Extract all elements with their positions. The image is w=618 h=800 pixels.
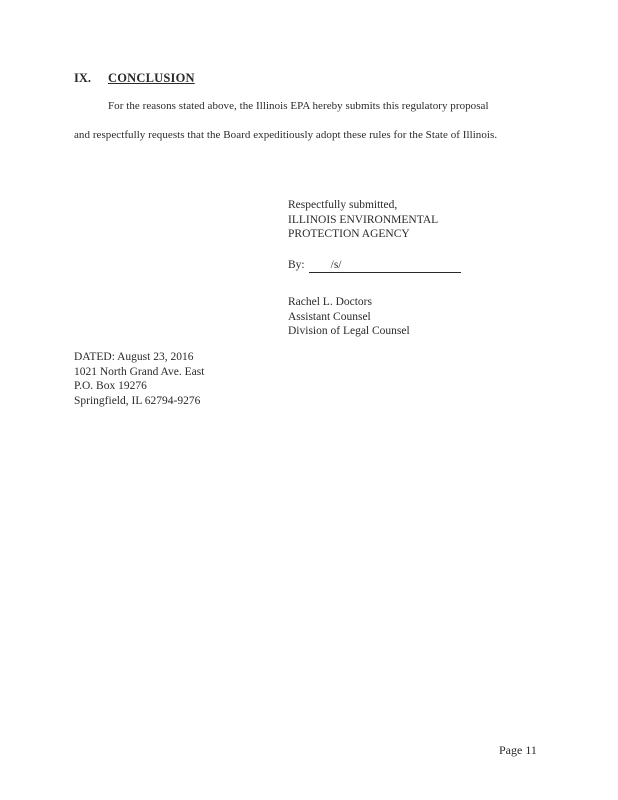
- city-state-zip: Springfield, IL 62794-9276: [74, 394, 201, 407]
- street-address: 1021 North Grand Ave. East: [74, 365, 205, 378]
- signer-name: Rachel L. Doctors: [288, 296, 372, 308]
- closing-block: [288, 198, 438, 242]
- body-paragraph-line-1: For the reasons stated above, the Illinois EPA hereby submits this regulatory proposal: [108, 100, 489, 112]
- page-number: Page 11: [499, 743, 537, 757]
- signature-field: [309, 259, 461, 273]
- signer-block: [288, 295, 410, 339]
- signer-division: Division of Legal Counsel: [288, 325, 410, 337]
- signer-title: Assistant Counsel: [288, 310, 371, 323]
- section-number: IX.: [74, 71, 92, 85]
- by-label: By:: [288, 259, 305, 271]
- po-box: P.O. Box 19276: [74, 380, 147, 392]
- body-paragraph-line-2: and respectfully requests that the Board expeditiously adopt these rules for the State of Illinois.: [74, 129, 498, 141]
- agency-name-line-2: PROTECTION AGENCY: [288, 228, 410, 240]
- signature-line: [288, 259, 461, 273]
- section-title: CONCLUSION: [108, 71, 195, 85]
- signature-text: /s/: [330, 259, 342, 271]
- address-block: [74, 350, 204, 408]
- agency-name-line-1: ILLINOIS ENVIRONMENTAL: [288, 213, 439, 226]
- dated-line: DATED: August 23, 2016: [74, 351, 194, 363]
- section-heading: [74, 71, 195, 86]
- closing-salutation: Respectfully submitted,: [288, 199, 398, 211]
